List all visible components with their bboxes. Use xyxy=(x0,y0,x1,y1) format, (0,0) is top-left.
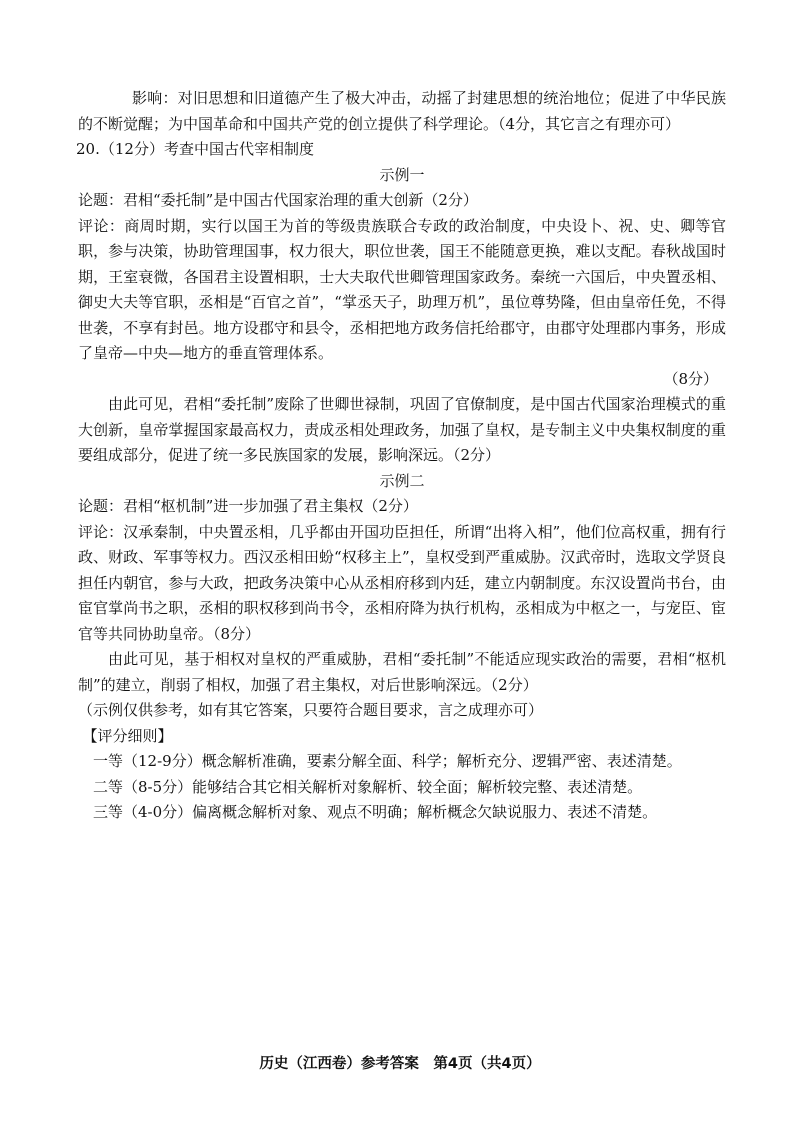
example-1-thesis: 论题：君相“委托制”是中国古代国家治理的重大创新（2分） xyxy=(78,191,478,209)
example-1-conclusion: 由此可见，君相“委托制”废除了世卿世禄制，巩固了官僚制度，是中国古代国家治理模式的重大创新，皇帝掌握国家最高权力，责成丞相处理政务，加强了皇权，是专制主义中央集权制度的重要组成部分，促进了统一多民族国家的发展，影响深远。（2分） xyxy=(78,395,726,464)
example-note: （示例仅供参考，如有其它答案，只要符合题目要求，言之成理亦可） xyxy=(78,701,544,719)
page-footer: 历史（江西卷）参考答案 第4页（共4页） xyxy=(259,1056,541,1072)
impact-paragraph: 影响：对旧思想和旧道德产生了极大冲击，动摇了封建思想的统治地位；促进了中华民族的不断觉醒；为中国革命和中国共产党的创立提供了科学理论。（4分，其它言之有理亦可） xyxy=(78,89,726,133)
example-2-heading: 示例二 xyxy=(379,471,425,490)
rubric-level-3: 三等（4-0分）偏离概念解析对象、观点不明确；解析概念欠缺说服力、表述不清楚。 xyxy=(93,803,658,821)
rubric-level-1: 一等（12-9分）概念解析准确，要素分解全面、科学；解析充分、逻辑严密、表述清楚。 xyxy=(93,752,682,770)
question-20-title: 20.（12分）考查中国古代宰相制度 xyxy=(76,140,314,158)
example-1-heading: 示例一 xyxy=(379,165,425,184)
example-2-argument: 评论：汉承秦制，中央置丞相，几乎都由开国功臣担任，所谓“出将入相”，他们位高权重，拥有行政、财政、军事等权力。西汉丞相田蚡“权移主上”，皇权受到严重威胁。汉武帝时，选取文学贤良担任内朝官，参与大政，把政务决策中心从丞相府移到内廷，建立内朝制度。东汉设置尚书台，由宦官掌尚书之职，丞相的职权移到尚书令，丞相府降为执行机构，丞相成为中枢之一，与宠臣、宦官等共同协助皇帝。（8分） xyxy=(78,522,726,643)
example-2-conclusion: 由此可见，基于相权对皇权的严重威胁，君相“委托制”不能适应现实政治的需要，君相“枢机制”的建立，削弱了相权，加强了君主集权，对后世影响深远。（2分） xyxy=(78,650,726,694)
rubric-title: 【评分细则】 xyxy=(82,726,173,745)
rubric-level-2: 二等（8-5分）能够结合其它相关解析对象解析、较全面；解析较完整、表述清楚。 xyxy=(93,777,643,796)
page-content xyxy=(78,86,726,826)
example-1-argument: 评论：商周时期，实行以国王为首的等级贵族联合专政的政治制度，中央设卜、祝、史、卿等官职，参与决策，协助管理国事，权力很大，职位世袭，国王不能随意更换，难以支配。春秋战国时期，王室衰微，各国君主设置相职，士大夫取代世卿管理国家政务。秦统一六国后，中央置丞相、御史大夫等官职，丞相是“百官之首”，“掌丞天子，助理万机”，虽位尊势隆，但由皇帝任免，不得世袭，不享有封邑。地方设郡守和县令，丞相把地方政务信托给郡守，由郡守处理郡内事务，形成了皇帝—中央—地方的垂直管理体系。 xyxy=(78,216,726,362)
example-2-thesis: 论题：君相“枢机制”进一步加强了君主集权（2分） xyxy=(78,497,418,515)
example-1-argument-score: （8分） xyxy=(663,369,718,388)
